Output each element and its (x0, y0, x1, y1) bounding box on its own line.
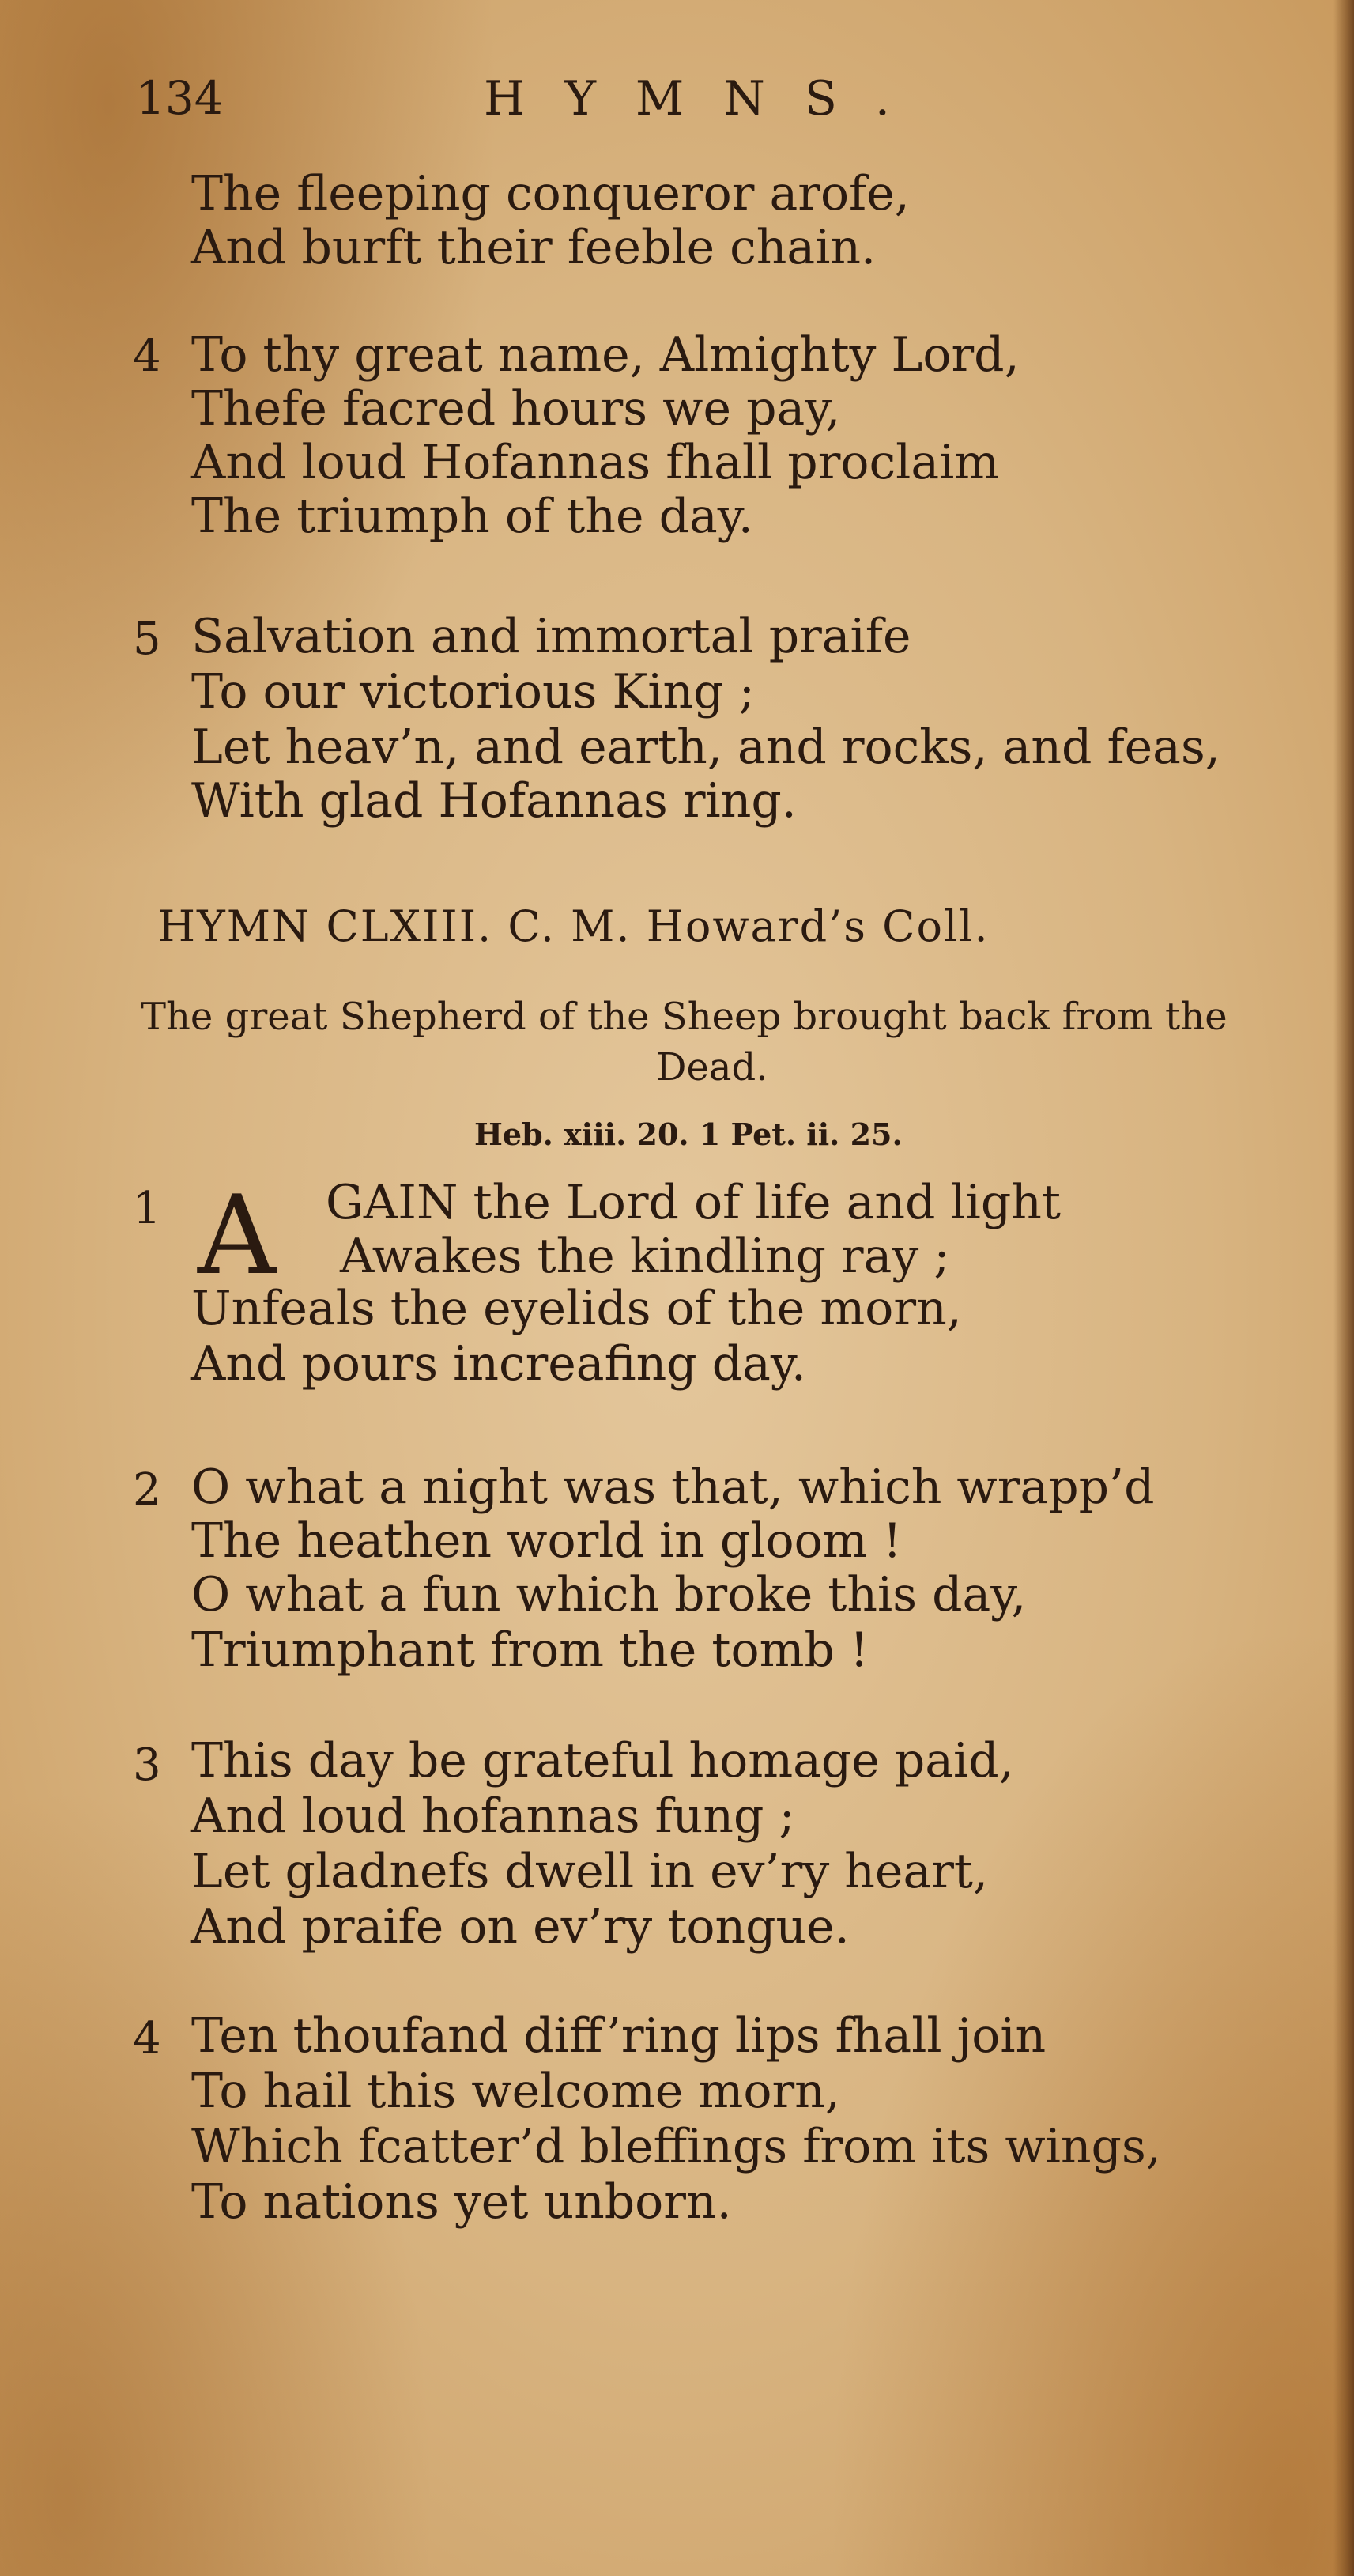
prev-verse-5-line-1: Salvation and immortal praife (191, 609, 911, 664)
hymn-subtitle-line-1: The great Shepherd of the Sheep brought back from the (141, 995, 1228, 1039)
verse-2-number: 2 (133, 1464, 161, 1516)
verse-4-line-4: To nations yet unborn. (191, 2174, 732, 2230)
page-number: 134 (136, 71, 224, 125)
prev-continuation-line-1: The fleeping conqueror arofe, (191, 166, 910, 221)
prev-verse-4-line-4: The triumph of the day. (191, 489, 753, 544)
verse-3-line-3: Let gladnefs dwell in ev’ry heart, (191, 1844, 989, 1899)
verse-2-line-1: O what a night was that, which wrapp’d (191, 1460, 1155, 1515)
scripture-reference: Heb. xiii. 20. 1 Pet. ii. 25. (474, 1116, 903, 1152)
verse-1-line-1: GAIN the Lord of life and light (326, 1175, 1061, 1230)
prev-verse-5-line-3: Let heav’n, and earth, and rocks, and feas, (191, 720, 1220, 775)
running-head: HYMNS. (484, 71, 930, 127)
drop-cap: A (198, 1172, 277, 1299)
prev-verse-4-line-3: And loud Hofannas fhall proclaim (191, 435, 1000, 490)
verse-1-number: 1 (133, 1183, 161, 1234)
verse-3-line-2: And loud hofannas fung ; (191, 1788, 795, 1844)
prev-verse-4-line-1: To thy great name, Almighty Lord, (191, 327, 1020, 383)
verse-4-line-1: Ten thoufand diff’ring lips fhall join (191, 2008, 1047, 2064)
verse-4-number: 4 (133, 2013, 161, 2064)
verse-2-line-3: O what a fun which broke this day, (191, 1567, 1027, 1622)
verse-2-line-2: The heathen world in gloom ! (191, 1513, 902, 1569)
verse-3-line-4: And praife on ev’ry tongue. (191, 1899, 850, 1955)
verse-1-line-2: Awakes the kindling ray ; (340, 1229, 950, 1284)
hymn-title: HYMN CLXIII. C. M. Howard’s Coll. (158, 901, 990, 951)
page-spine-shadow (1333, 0, 1354, 2576)
verse-2-line-4: Triumphant from the tomb ! (191, 1622, 869, 1678)
prev-verse-5-line-2: To our victorious King ; (191, 664, 755, 720)
verse-1-line-4: And pours increafing day. (191, 1336, 806, 1392)
prev-verse-5-line-4: With glad Hofannas ring. (191, 773, 797, 829)
prev-verse-4-number: 4 (133, 330, 161, 382)
prev-verse-4-line-2: Thefe facred hours we pay, (191, 381, 841, 436)
prev-continuation-line-2: And burft their feeble chain. (191, 220, 877, 275)
verse-4-line-2: To hail this welcome morn, (191, 2064, 840, 2119)
prev-verse-5-number: 5 (133, 614, 161, 665)
verse-3-line-1: This day be grateful homage paid, (191, 1733, 1014, 1788)
hymn-subtitle-line-2: Dead. (656, 1045, 768, 1090)
verse-4-line-3: Which fcatter’d bleffings from its wings, (191, 2119, 1161, 2174)
page-header (136, 71, 974, 134)
verse-3-number: 3 (133, 1739, 161, 1791)
verse-1-line-3: Unfeals the eyelids of the morn, (191, 1281, 962, 1336)
